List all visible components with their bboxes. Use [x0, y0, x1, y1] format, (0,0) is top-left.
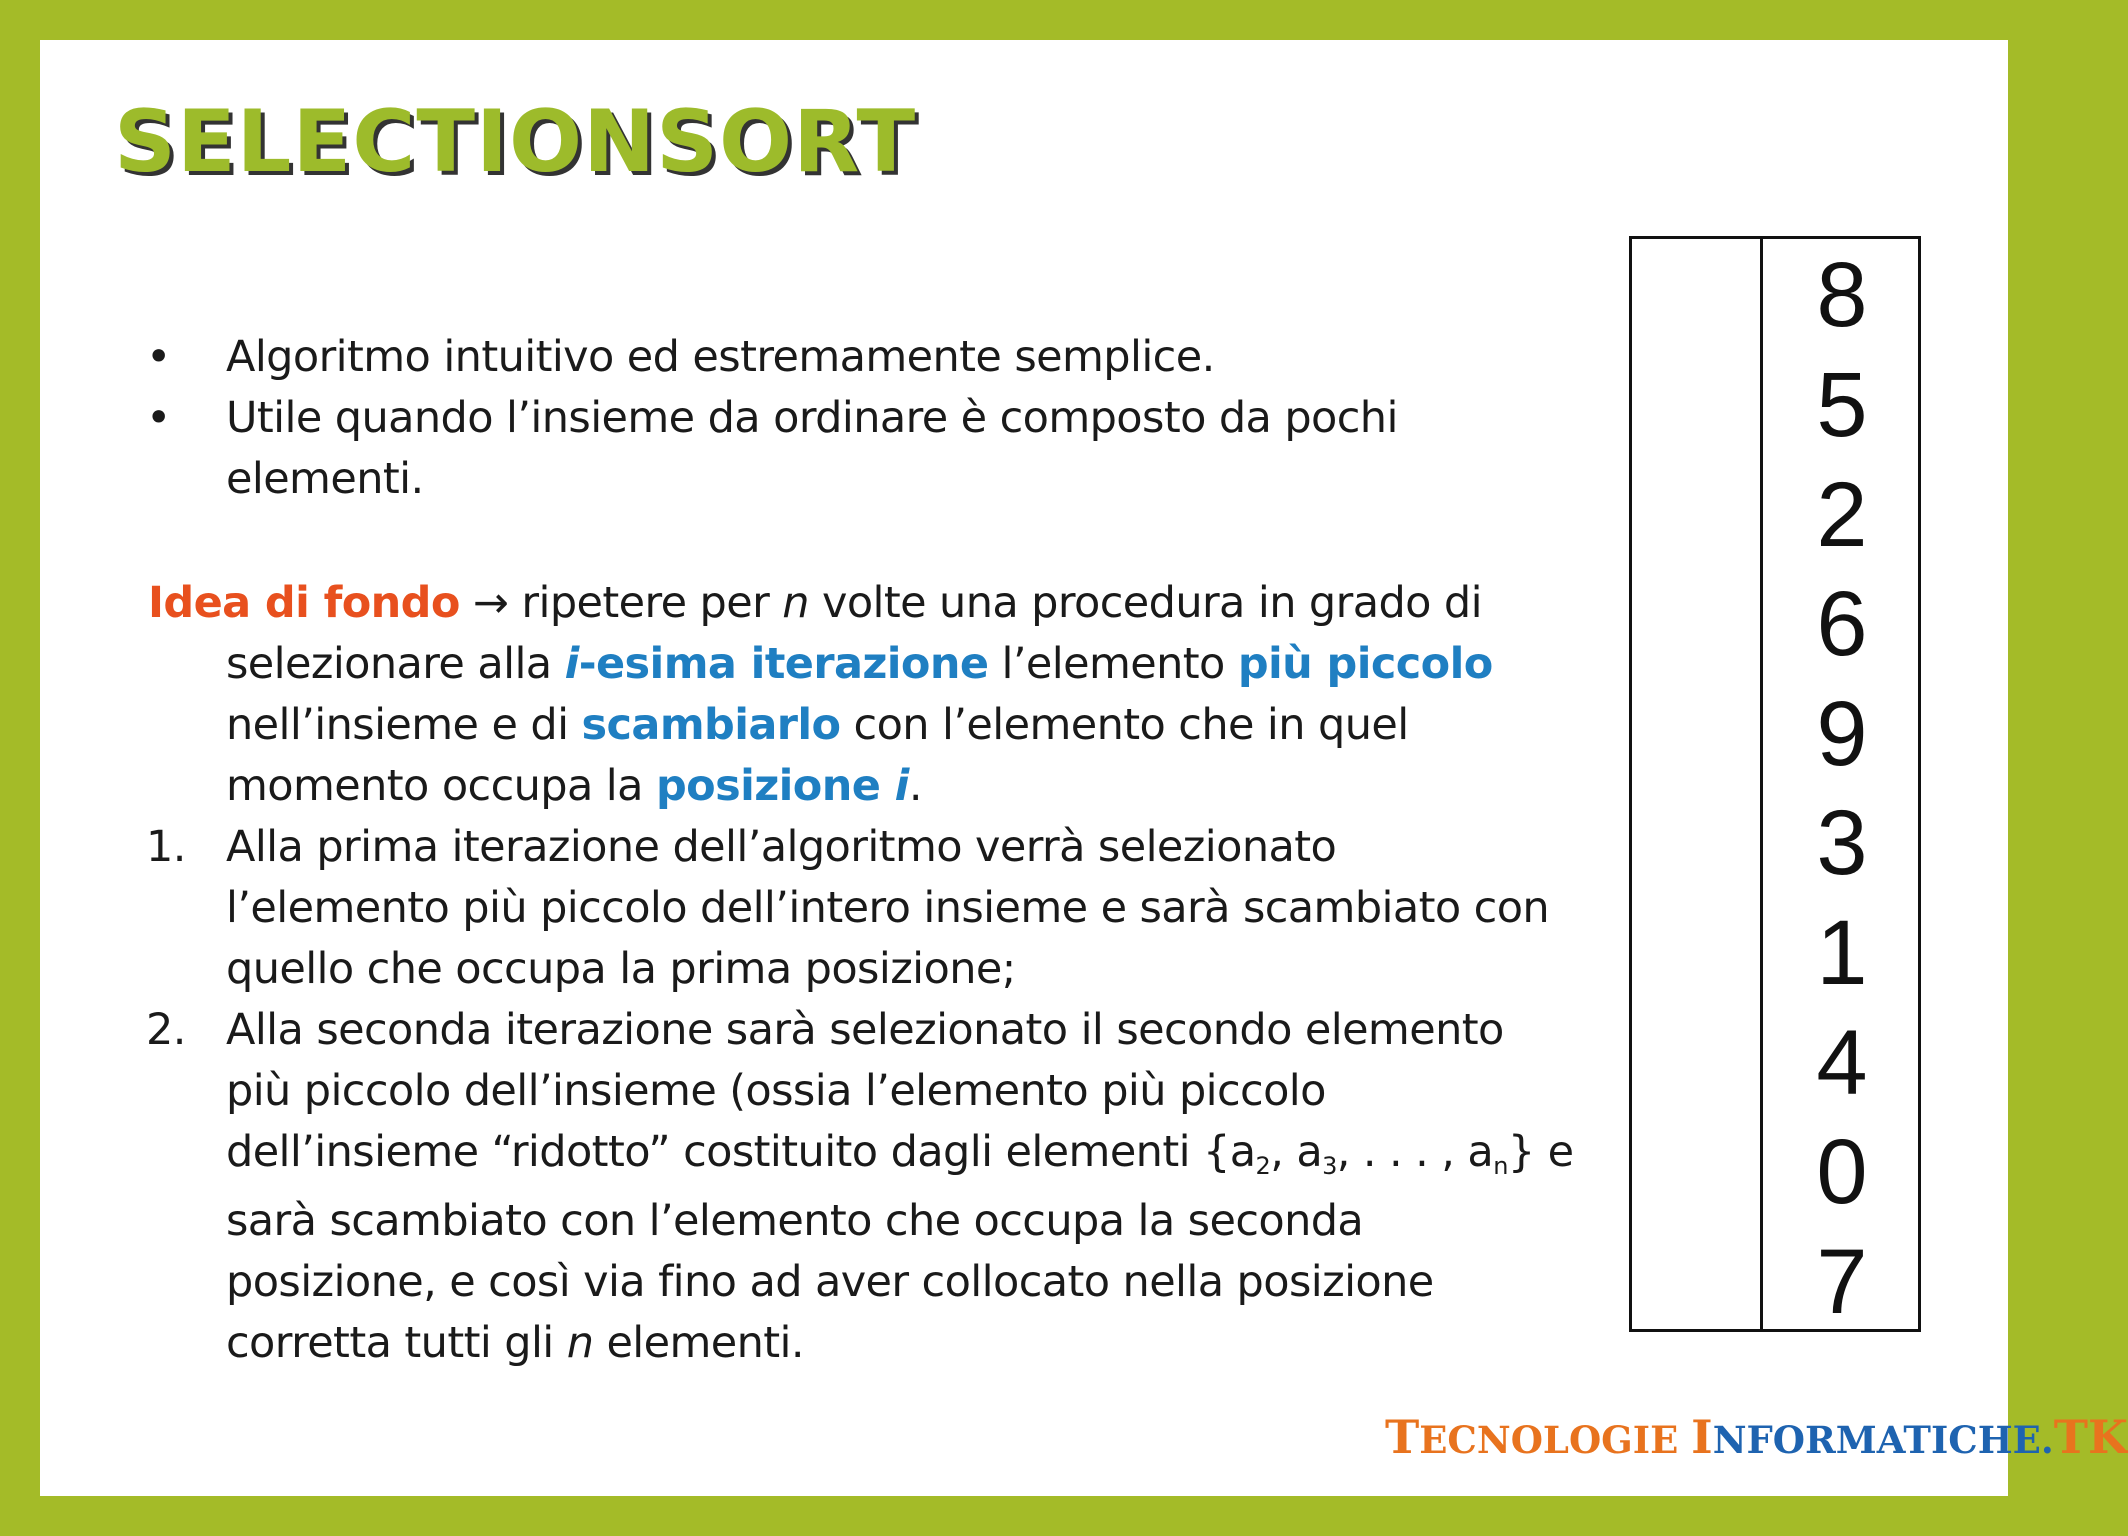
bullet-text: elementi. — [226, 454, 424, 504]
idea-text: momento occupa la — [226, 761, 656, 811]
idea-text: ripetere per — [508, 578, 783, 628]
subscript: n — [1493, 1152, 1508, 1180]
logo-letter: TK — [2053, 1410, 2128, 1464]
array-value: 2 — [1816, 464, 1868, 566]
step-text: Alla seconda iterazione sarà selezionato il secondo elemento — [226, 1005, 1504, 1055]
bullet-marker: • — [146, 393, 171, 443]
step-last-line — [226, 1318, 804, 1368]
subscript: 2 — [1255, 1152, 1271, 1180]
array-value: 5 — [1816, 354, 1868, 456]
idea-text: selezionare alla — [226, 639, 565, 689]
step-marker: 2. — [146, 1005, 186, 1055]
idea-text: nell’insieme e di — [226, 700, 582, 750]
step-set-line — [226, 1127, 1574, 1180]
slide — [40, 40, 2128, 1496]
slide-title: SELECTIONSORT — [114, 92, 917, 192]
array-figure — [1629, 236, 1921, 1332]
array-value: 0 — [1816, 1121, 1868, 1223]
idea-text: . — [908, 761, 922, 811]
idea-text: con l’elemento che in quel — [840, 700, 1409, 750]
idea-iteration: -esima iterazione — [578, 639, 989, 689]
idea-line-3 — [226, 700, 1409, 750]
step-text: l’elemento più piccolo dell’intero insieme e sarà scambiato con — [226, 883, 1550, 933]
idea-text: l’elemento — [988, 639, 1238, 689]
idea-position: posizione — [655, 761, 895, 811]
array-values — [1763, 239, 1921, 1333]
array-value: 3 — [1816, 792, 1868, 894]
step-text: , . . . , a — [1336, 1127, 1494, 1177]
subscript: 3 — [1322, 1152, 1337, 1180]
array-value: 6 — [1816, 573, 1868, 675]
step-text: , a — [1270, 1127, 1323, 1177]
idea-swap: scambiarlo — [581, 700, 841, 750]
step-text: dell’insieme “ridotto” costituito dagli elementi {a — [226, 1127, 1256, 1177]
idea-line-4 — [226, 761, 922, 811]
idea-i: i — [564, 639, 579, 689]
array-value: 1 — [1816, 902, 1868, 1004]
idea-line-1 — [148, 578, 1482, 628]
bullet-marker: • — [146, 332, 171, 382]
step-text: quello che occupa la prima posizione; — [226, 944, 1016, 994]
step-n: n — [566, 1318, 594, 1368]
logo-letter: I — [1691, 1410, 1713, 1464]
arrow-icon: → — [472, 578, 509, 628]
step-text: più piccolo dell’insieme (ossia l’elemento più piccolo — [226, 1066, 1326, 1116]
idea-text: volte una procedura in grado di — [808, 578, 1482, 628]
step-text: posizione, e così via fino ad aver collocato nella posizione — [226, 1257, 1434, 1307]
site-logo — [1385, 1410, 2128, 1464]
step-text: Alla prima iterazione dell’algoritmo verrà selezionato — [226, 822, 1337, 872]
step-text: corretta tutti gli — [226, 1318, 567, 1368]
array-value: 9 — [1816, 683, 1868, 785]
idea-position-i: i — [894, 761, 909, 811]
logo-word: NFORMATICHE. — [1712, 1418, 2054, 1462]
step-text: elementi. — [593, 1318, 804, 1368]
idea-label: Idea di fondo — [148, 578, 460, 628]
bullet-text: Algoritmo intuitivo ed estremamente semplice. — [226, 332, 1215, 382]
step-text: sarà scambiato con l’elemento che occupa la seconda — [226, 1196, 1364, 1246]
step-text: } e — [1507, 1127, 1574, 1177]
array-value: 8 — [1816, 244, 1868, 346]
logo-word: ECNOLOGIE — [1419, 1418, 1692, 1462]
array-value: 4 — [1816, 1012, 1868, 1114]
array-value: 7 — [1816, 1231, 1868, 1333]
idea-line-2 — [226, 639, 1493, 689]
bullet-text: Utile quando l’insieme da ordinare è composto da pochi — [226, 393, 1398, 443]
step-marker: 1. — [146, 822, 186, 872]
logo-letter: T — [1385, 1410, 1420, 1464]
idea-smallest: più piccolo — [1237, 639, 1493, 689]
idea-n: n — [782, 578, 809, 628]
